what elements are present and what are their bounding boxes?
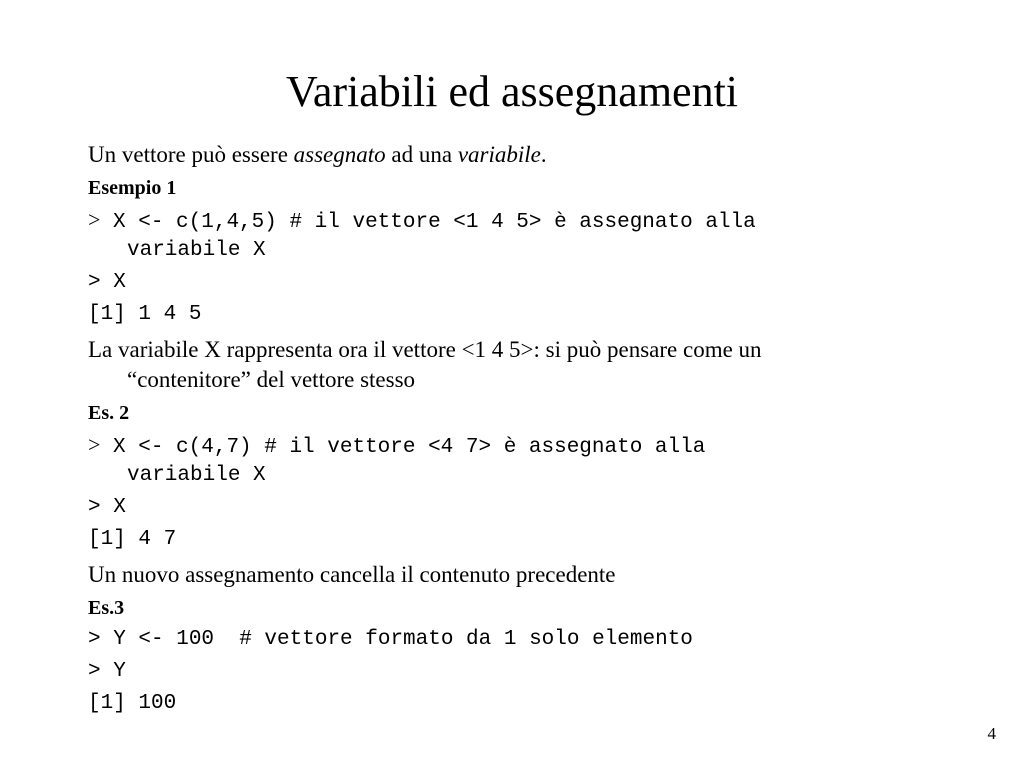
example1-line2: > X [88,271,126,294]
example1-cmd-line2: variabile X [127,239,266,262]
example1-output: [1] 1 4 5 [88,303,202,326]
example2-prompt: > [88,432,101,457]
example1-command [88,206,968,265]
example2-cmd-line2: variabile X [127,464,266,487]
example1-cmd-line1: X <- c(1,4,5) # il vettore <1 4 5> è assegnato alla [100,211,756,234]
intro-mid: ad una [385,142,458,167]
example3-line1: > Y <- 100 # vettore formato da 1 solo elemento [88,628,693,651]
example3-heading: Es.3 [88,597,125,619]
example3-line2: > Y [88,660,126,683]
slide-body [88,140,968,718]
explain-line2: “contenitore” del vettore stesso [127,367,416,392]
example2-cmd-line1: X <- c(4,7) # il vettore <4 7> è assegnato alla [100,436,706,459]
intro-pre: Un vettore può essere [88,142,294,167]
explain-text [88,335,968,395]
example3-output: [1] 100 [88,692,177,715]
intro-text [88,140,968,170]
page-number: 4 [987,724,996,743]
explain-line1: La variabile X rappresenta ora il vettore <1 4 5>: si può pensare come un [88,337,762,362]
intro-em-variabile: variabile [457,142,541,167]
example2-heading: Es. 2 [88,402,130,424]
intro-post: . [540,142,547,167]
note-text: Un nuovo assegnamento cancella il contenuto precedente [88,562,616,587]
example2-output: [1] 4 7 [88,528,177,551]
slide-title: Variabili ed assegnamenti [285,67,739,116]
example1-heading: Esempio 1 [88,177,177,199]
example2-command [88,431,968,490]
example1-prompt: > [88,207,101,232]
intro-em-assegnato: assegnato [293,142,386,167]
example2-line2: > X [88,496,126,519]
